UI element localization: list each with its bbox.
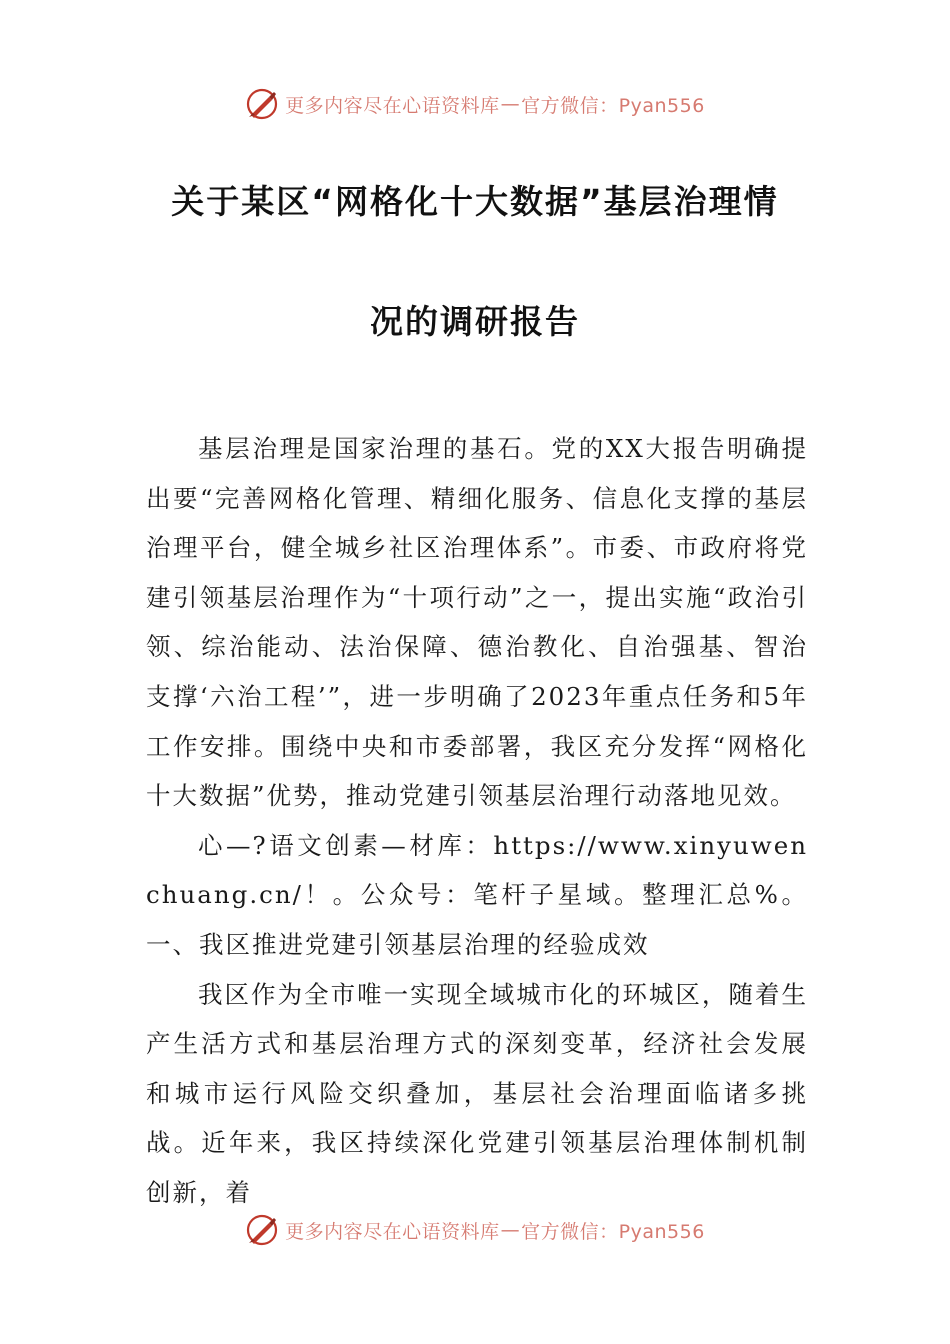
watermark-separator: —	[500, 93, 521, 115]
watermark-text: 更多内容尽在心语资料库	[285, 94, 500, 117]
pen-logo-icon	[245, 87, 279, 121]
document-title-line-1: 关于某区“网格化十大数据”基层治理情	[171, 182, 779, 221]
pen-logo-icon	[245, 1213, 279, 1247]
watermark-text: 更多内容尽在心语资料库	[285, 1220, 500, 1243]
document-body	[146, 424, 808, 1218]
body-paragraph-1: 基层治理是国家治理的基石。党的XX大报告明确提出要“完善网格化管理、精细化服务、信息化支撑的基层治理平台，健全城乡社区治理体系”。市委、市政府将党建引领基层治理作为“十项行动”之一，提出实施“政治引领、综治能动、法治保障、德治教化、自治强基、智治支撑‘六治工程’”，进一步明确了2023年重点任务和5年工作安排。围绕中央和市委部署，我区充分发挥“网格化十大数据”优势，推动党建引领基层治理行动落地见效。	[146, 434, 808, 811]
document-title-line-2: 况的调研报告	[370, 302, 580, 341]
body-paragraph-3: 我区作为全市唯一实现全域城市化的环城区，随着生产生活方式和基层治理方式的深刻变革，经济社会发展和城市运行风险交织叠加，基层社会治理面临诸多挑战。近年来，我区持续深化党建引领基层治理体制机制创新，着	[146, 979, 808, 1207]
header-watermark	[0, 84, 950, 124]
watermark-separator: —	[500, 1219, 521, 1241]
watermark-wechat: 官方微信：Pyan556	[521, 1220, 705, 1243]
footer-watermark	[0, 1210, 950, 1250]
body-paragraph-2: 心—?语文创素—材库：https://www.xinyuwenchuang.cn/！。公众号：笔杆子星域。整理汇总%。一、我区推进党建引领基层治理的经验成效	[146, 830, 808, 959]
watermark-wechat: 官方微信：Pyan556	[521, 94, 705, 117]
